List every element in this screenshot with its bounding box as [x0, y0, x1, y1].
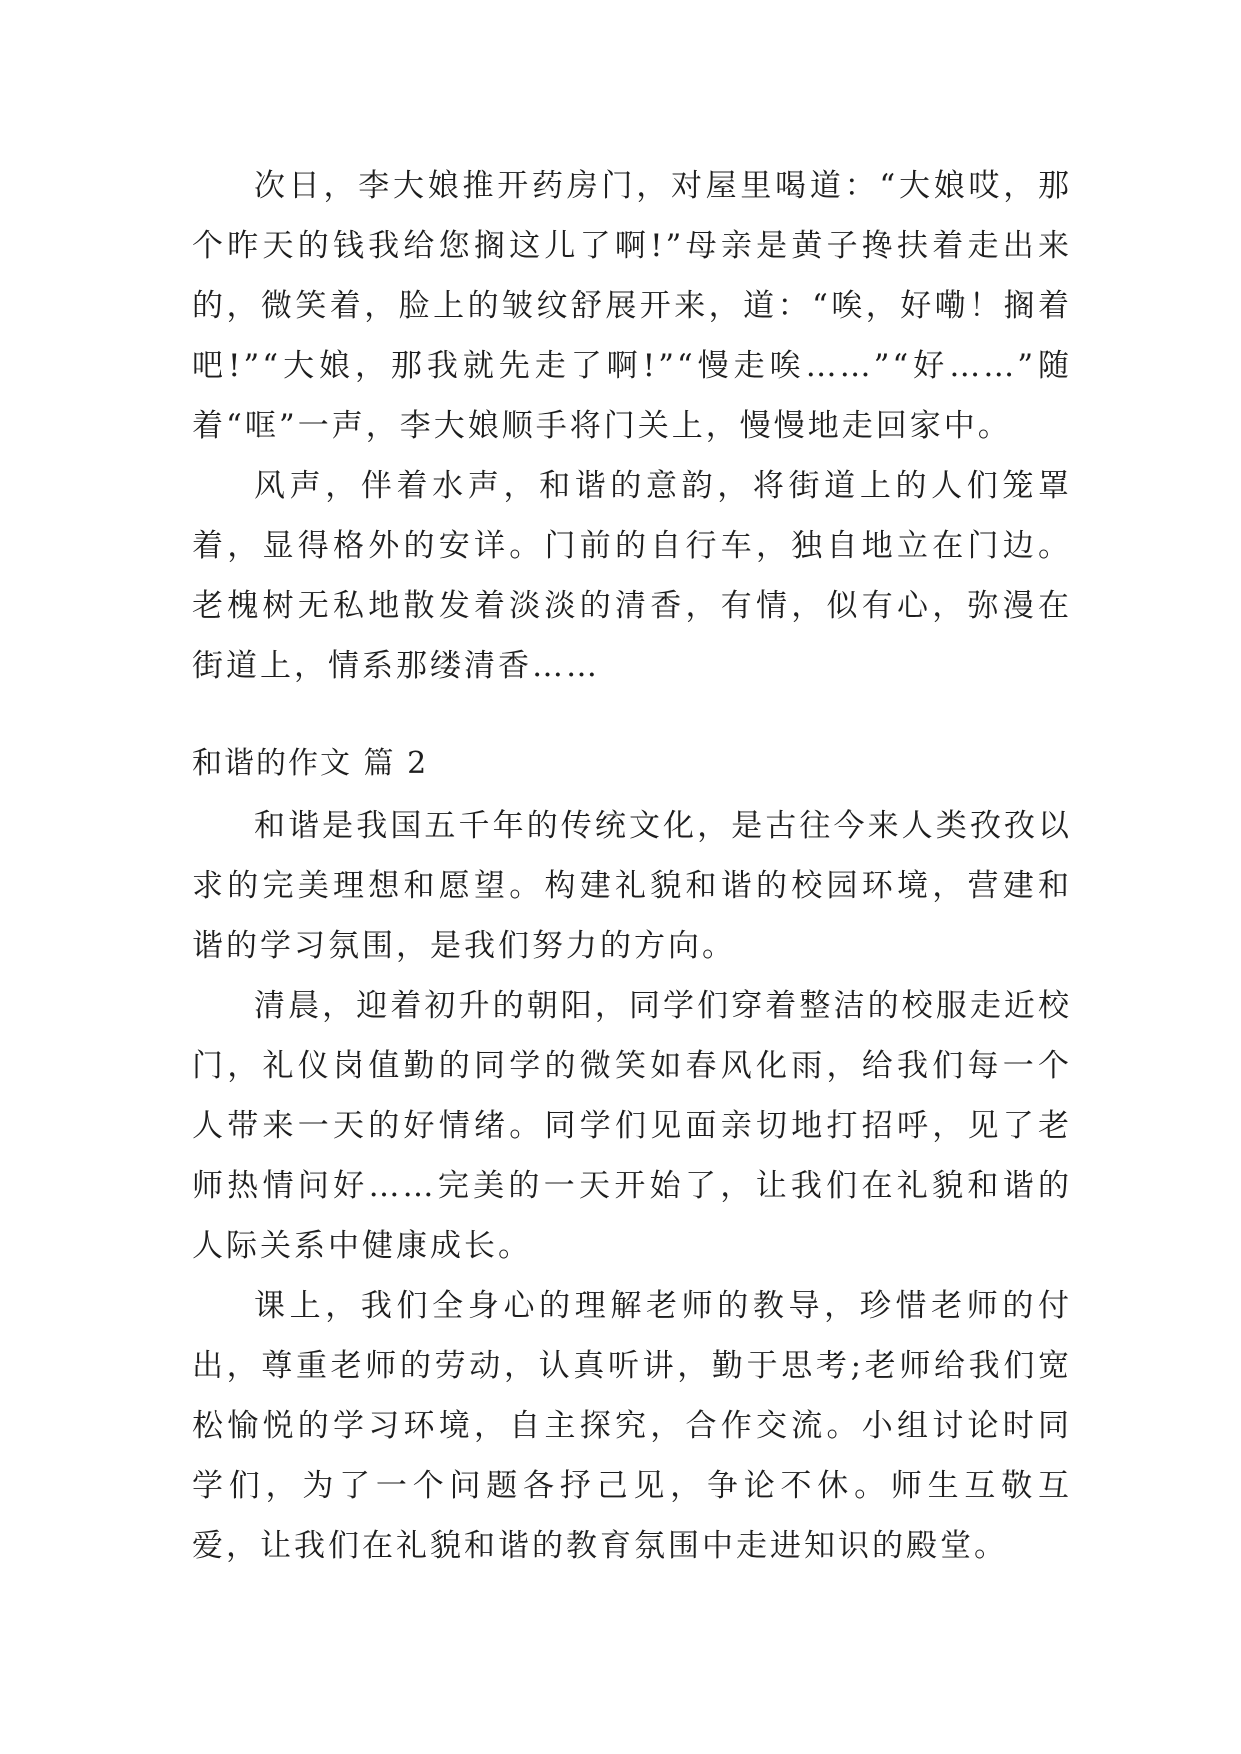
section-1-body: [192, 156, 1072, 696]
section-2-body: [192, 796, 1072, 1576]
paragraph: 次日，李大娘推开药房门，对屋里喝道：“大娘哎，那个昨天的钱我给您搁这儿了啊!”母亲是黄子搀扶着走出来的，微笑着，脸上的皱纹舒展开来，道：“唉，好嘞！搁着吧!”“大娘，那我就先走了啊!”“慢走唉……”“好……”随着“哐”一声，李大娘顺手将门关上，慢慢地走回家中。: [192, 168, 1072, 444]
paragraph: 课上，我们全身心的理解老师的教导，珍惜老师的付出，尊重老师的劳动，认真听讲，勤于思考;老师给我们宽松愉悦的学习环境，自主探究，合作交流。小组讨论时同学们，为了一个问题各抒己见，争论不休。师生互敬互爱，让我们在礼貌和谐的教育氛围中走进知识的殿堂。: [192, 1288, 1072, 1564]
paragraph: 清晨，迎着初升的朝阳，同学们穿着整洁的校服走近校门，礼仪岗值勤的同学的微笑如春风化雨，给我们每一个人带来一天的好情绪。同学们见面亲切地打招呼，见了老师热情问好……完美的一天开始了，让我们在礼貌和谐的人际关系中健康成长。: [192, 988, 1072, 1264]
section-heading: 和谐的作文 篇 2: [192, 746, 429, 781]
paragraph: 风声，伴着水声，和谐的意韵，将街道上的人们笼罩着，显得格外的安详。门前的自行车，独自地立在门边。老槐树无私地散发着淡淡的清香，有情，似有心，弥漫在街道上，情系那缕清香……: [192, 468, 1072, 684]
paragraph: 和谐是我国五千年的传统文化，是古往今来人类孜孜以求的完美理想和愿望。构建礼貌和谐的校园环境，营建和谐的学习氛围，是我们努力的方向。: [192, 808, 1072, 964]
